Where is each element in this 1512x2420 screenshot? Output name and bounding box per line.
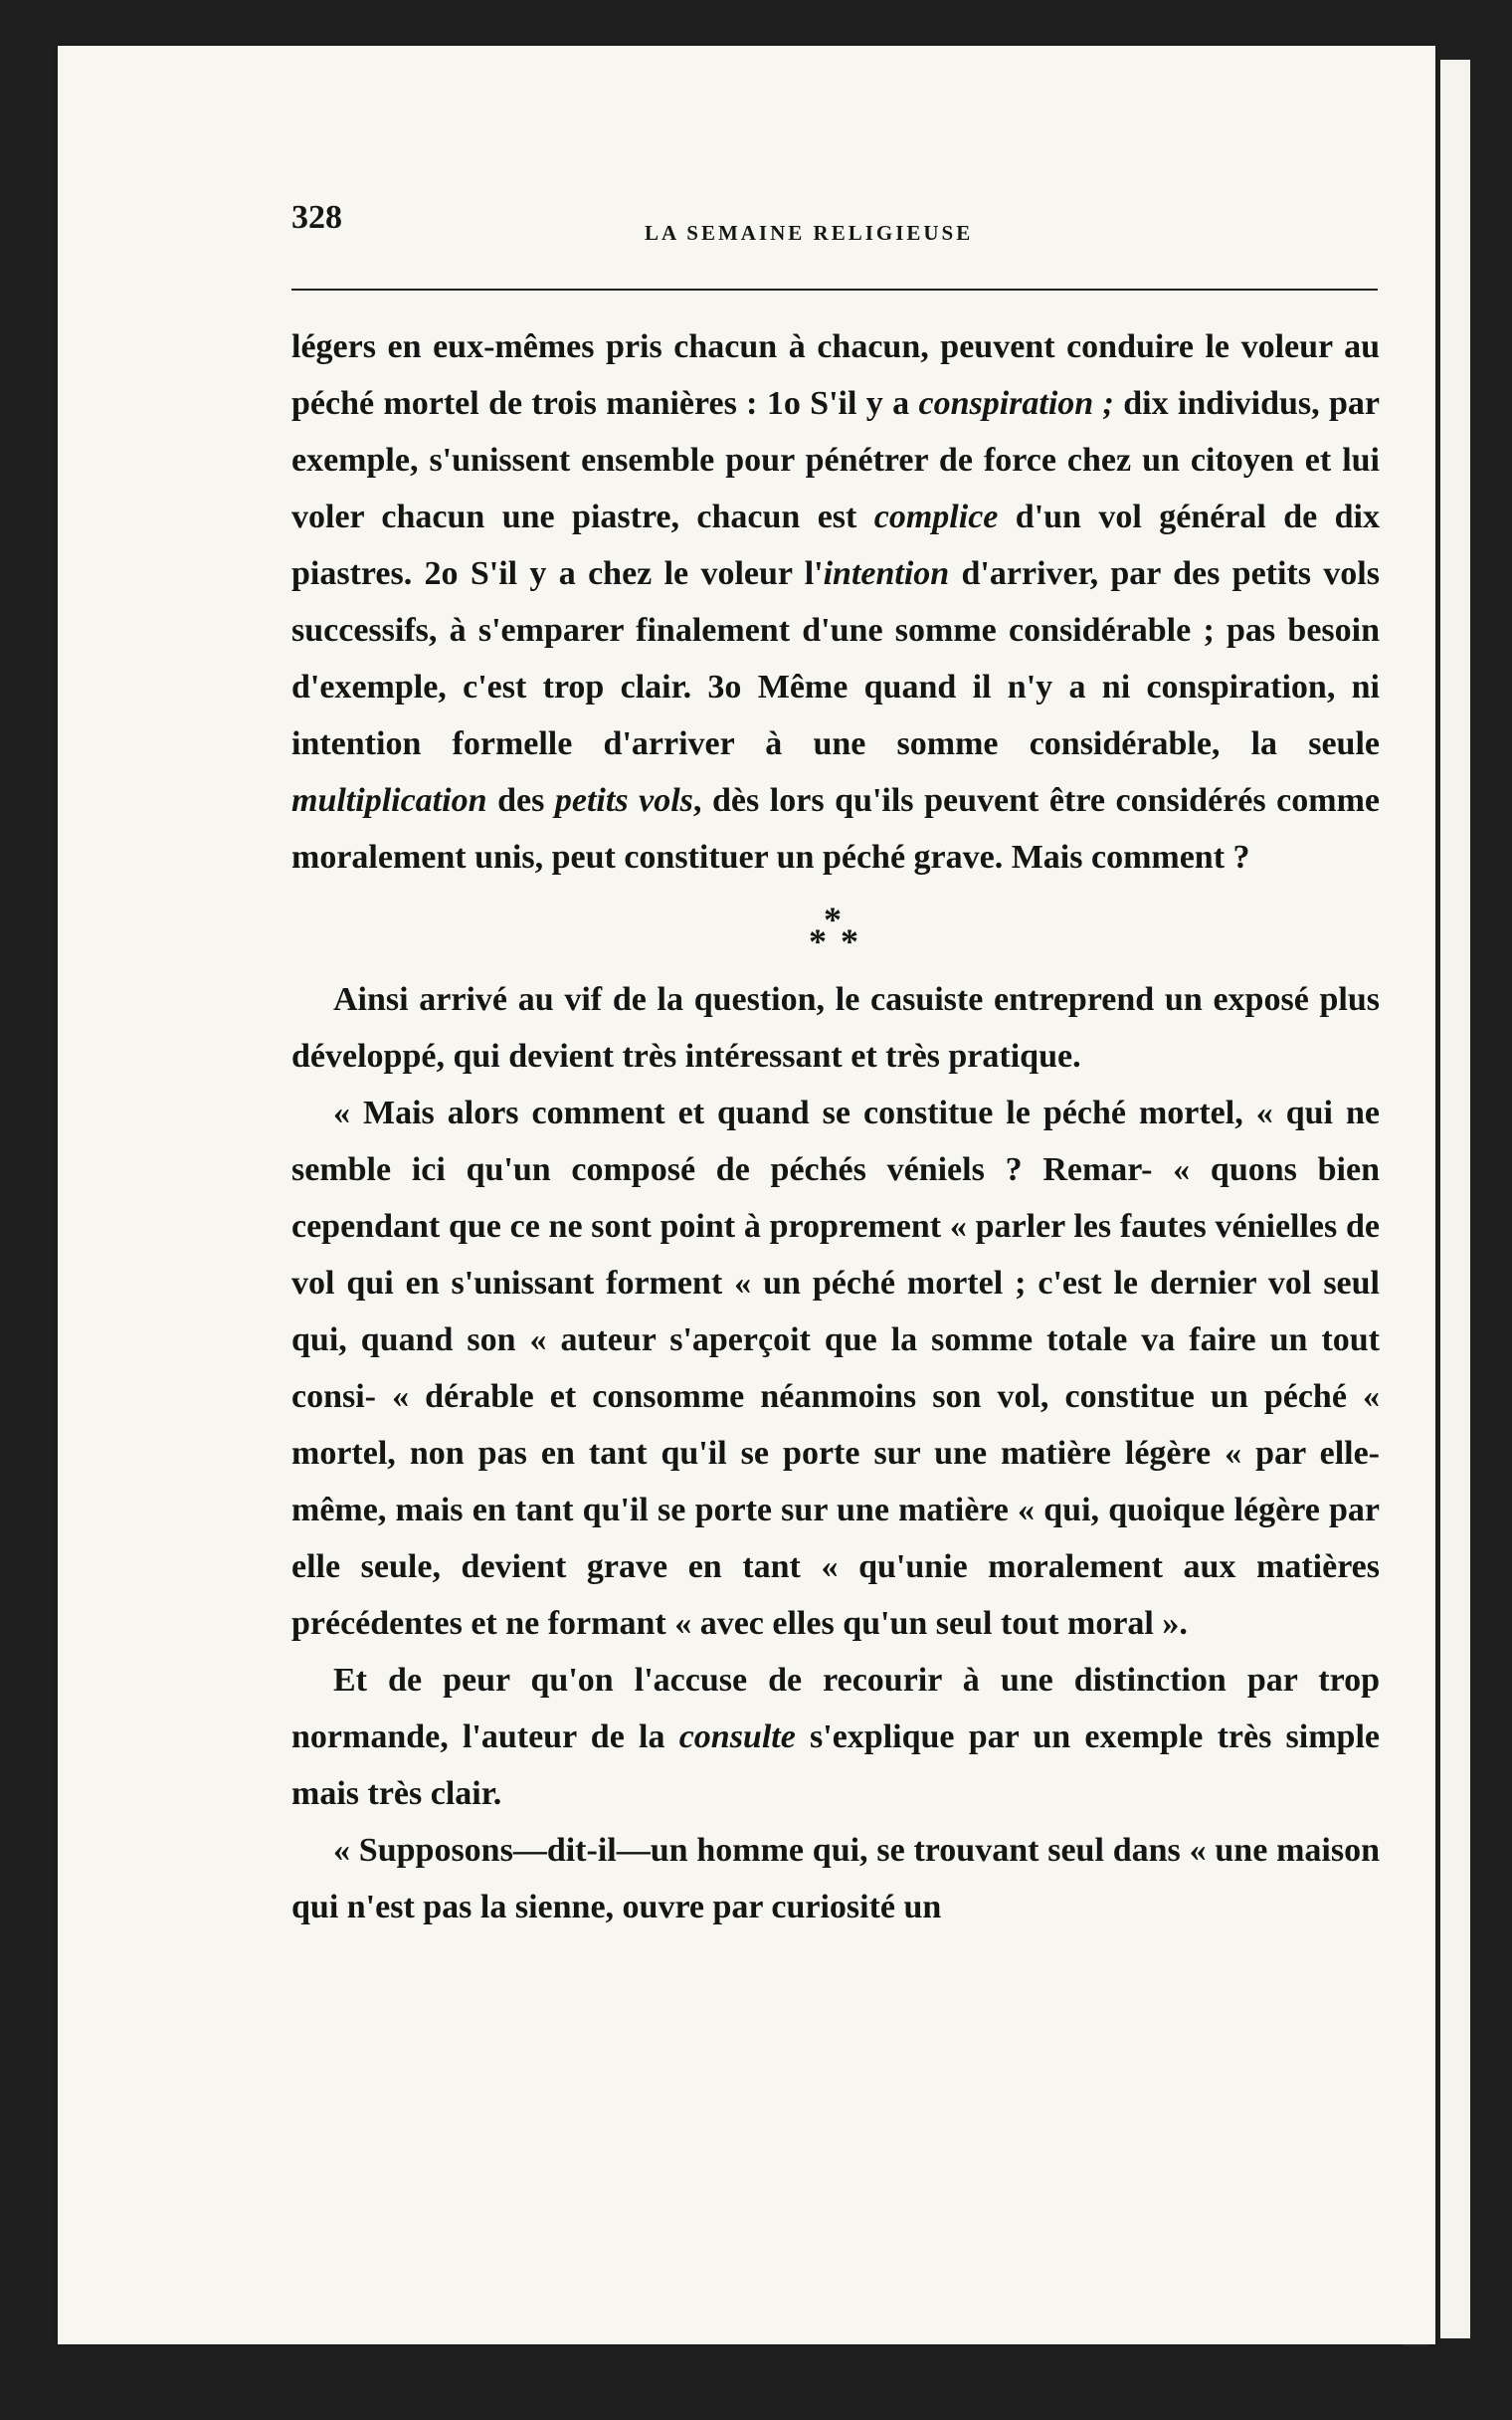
paragraph-1: légers en eux-mêmes pris chacun à chacun, peuvent conduire le voleur au péché mortel de trois manières : 1o S'il y a conspiration ; dix individus, par exemple, s'unissent ensemble pour pénétrer de force chez un citoyen et lui voler chacun une piastre, chacun est complice d'un vol général de dix piastres. 2o S'il y a chez le voleur l'intention d'arriver, par des petits vols successifs, à s'emparer finalement d'une somme considérable ; pas besoin d'exemple, c'est trop clair. 3o Même quand il n'y a ni conspiration, ni intention formelle d'arriver à une somme considérable, la seule multiplication des petits vols, dès lors qu'ils peuvent être considérés comme moralement unis, peut constituer un péché grave. Mais comment ? bbox=[291, 328, 1380, 876]
body-text bbox=[291, 318, 1380, 1935]
page-header bbox=[291, 199, 1380, 259]
asterism-star: * bbox=[809, 921, 827, 961]
paragraph-2: Ainsi arrivé au vif de la question, le casuiste entreprend un exposé plus développé, qui devient très intéressant et très pratique. bbox=[291, 981, 1380, 1075]
running-title: LA SEMAINE RELIGIEUSE bbox=[645, 221, 974, 245]
paragraph-4: Et de peur qu'on l'accuse de recourir à une distinction par trop normande, l'auteur de la consulte s'explique par un exemple très simple mais très clair. bbox=[291, 1662, 1380, 1812]
italic-term: complice bbox=[873, 499, 999, 535]
quotation-paragraph: « Mais alors comment et quand se constitue le péché mortel, « qui ne semble ici qu'un composé de péchés véniels ? Remar- « quons bien cependant que ce ne sont point à proprement « parler les fautes vénielles de vol qui en s'unissant forment « un péché mortel ; c'est le dernier vol seul qui, quand son « auteur s'aperçoit que la somme totale va faire un tout consi- « dérable et consomme néanmoins son vol, constitue un péché « mortel, non pas en tant qu'il se porte sur une matière légère « par elle-même, mais en tant qu'il se porte sur une matière « qui, quoique légère par elle seule, devient grave en tant « qu'unie moralement aux matières précédentes et ne formant « avec elles qu'un seul tout moral ». bbox=[291, 1095, 1380, 1642]
next-page-edge bbox=[1440, 60, 1470, 2338]
italic-term: consulte bbox=[678, 1718, 796, 1755]
asterism-star: * bbox=[824, 900, 842, 939]
italic-term: intention bbox=[823, 555, 950, 592]
italic-term: petits vols bbox=[554, 782, 693, 819]
asterism-star: * bbox=[841, 921, 858, 961]
italic-term: conspiration ; bbox=[918, 385, 1114, 422]
italic-term: multiplication bbox=[291, 782, 487, 819]
page-number: 328 bbox=[291, 199, 342, 236]
header-rule bbox=[291, 289, 1378, 291]
paragraph-5: « Supposons—dit-il—un homme qui, se trouvant seul dans « une maison qui n'est pas la sienne, ouvre par curiosité un bbox=[291, 1832, 1380, 1925]
asterism-divider bbox=[291, 886, 1380, 971]
